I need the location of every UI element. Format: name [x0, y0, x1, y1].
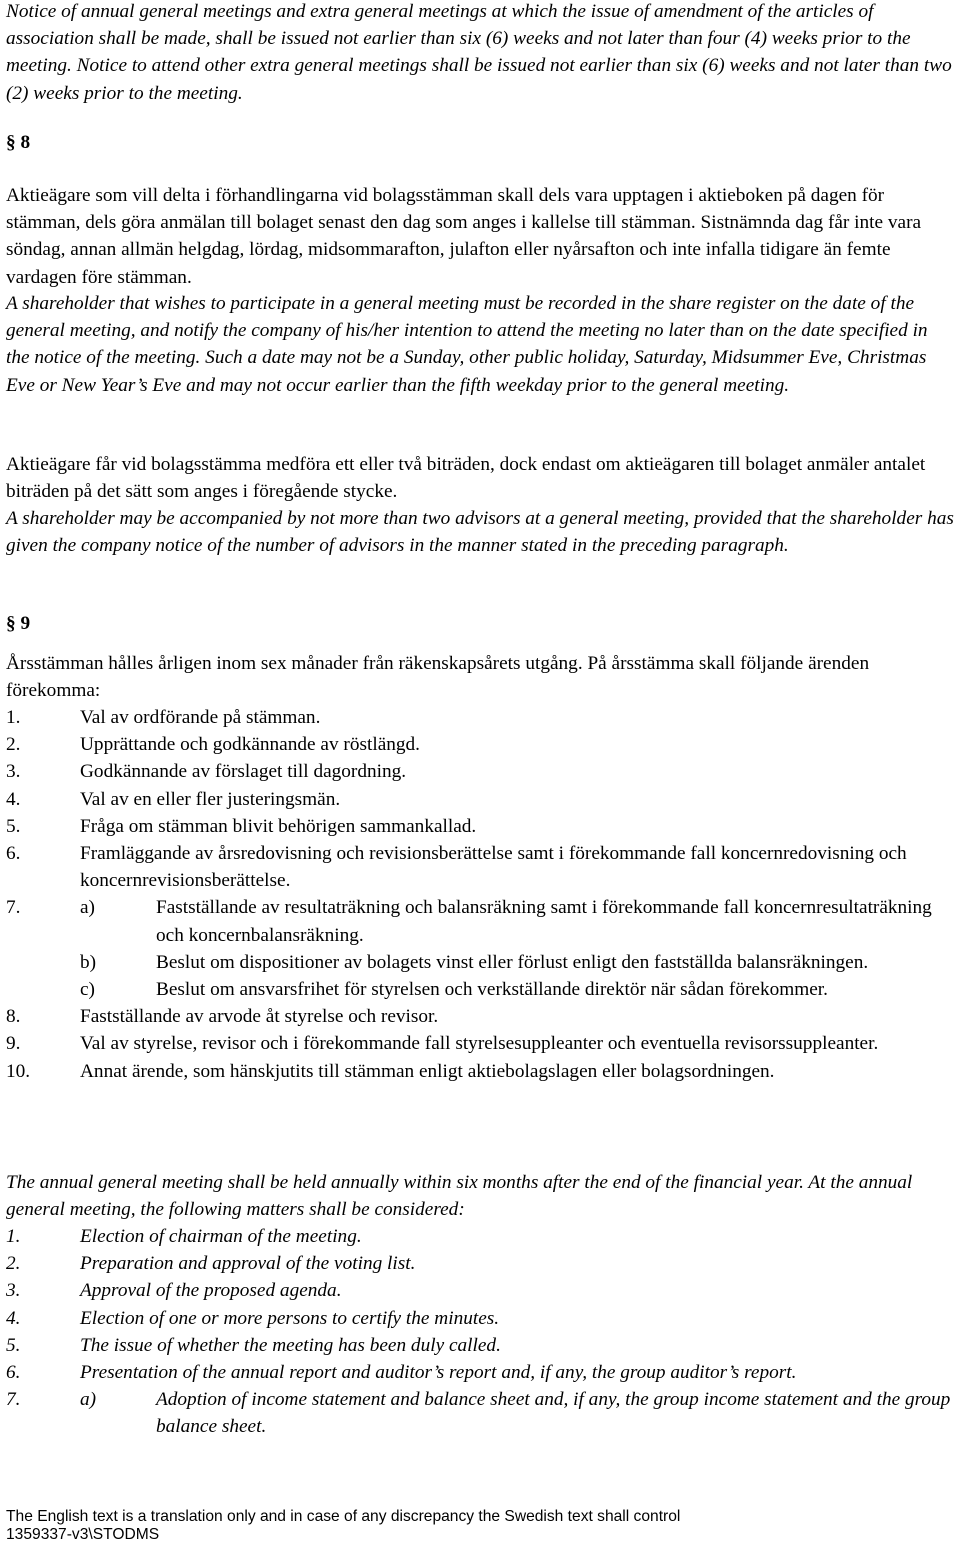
intro-notice-paragraph: Notice of annual general meetings and extra general meetings at which the issue of amendment of the articles of association shall be made, shall be issued not earlier than six (6) weeks and not later than four (4) weeks prior to the meeting. Notice to attend other extra general meetings shall be issued not earlier than six (6) weeks and not later than two (2) weeks prior to the meeting.	[6, 1, 952, 104]
agenda-en-item-3	[6, 1277, 954, 1304]
agenda-en-item-text: Approval of the proposed agenda.	[80, 1280, 342, 1302]
agenda-sv-subitem-label: b)	[80, 951, 97, 973]
agenda-sv-subitem-label: a)	[80, 897, 95, 919]
agenda-sv-item-6	[6, 840, 954, 894]
agenda-sv-item-text: Val av en eller fler justeringsmän.	[80, 788, 341, 810]
section-8-paragraph-2-english: A shareholder may be accompanied by not more than two advisors at a general meeting, provided that the shareholder has given the company notice of the number of advisors in the manner stated in the preceding paragraph.	[6, 508, 954, 557]
agenda-list-swedish	[6, 704, 954, 1085]
agenda-en-item-number: 3.	[6, 1280, 21, 1302]
agenda-en-item-1	[6, 1223, 954, 1250]
agenda-sv-item-7	[6, 894, 954, 948]
agenda-sv-subitem-text: Beslut om ansvarsfrihet för styrelsen och verkställande direktör när sådan förekommer.	[156, 979, 828, 1001]
agenda-sv-item-number: 10.	[6, 1060, 31, 1082]
page-footer	[6, 1508, 680, 1544]
section-8-paragraph-1-english: A shareholder that wishes to participate in a general meeting must be recorded in the share register on the date of the general meeting, and notify the company of his/her intention to attend the meeting no later than on the date specified in the notice of the meeting. Such a date may not be a Sunday, other public holiday, Saturday, Midsummer Eve, Christmas Eve or New Year’s Eve and may not occur earlier than the fifth weekday prior to the general meeting.	[6, 293, 928, 396]
agenda-sv-item-text: Upprättande och godkännande av röstlängd.	[80, 734, 420, 756]
agenda-sv-item-number: 6.	[6, 843, 21, 865]
agenda-en-item-text: Election of one or more persons to certify the minutes.	[80, 1307, 500, 1329]
section-8-paragraph-2-swedish: Aktieägare får vid bolagsstämma medföra ett eller två biträden, dock endast om aktieägaren till bolaget anmäler antalet biträden på det sätt som anges i föregående stycke.	[6, 454, 926, 503]
agenda-sv-subitem-label: c)	[80, 979, 95, 1001]
agenda-sv-subitem-text: Fastställande av resultaträkning och balansräkning samt i förekommande fall koncernresultaträkning och koncernbalansräkning.	[156, 897, 932, 946]
agenda-sv-item-number: 2.	[6, 734, 21, 756]
agenda-en-item-number: 6.	[6, 1362, 21, 1384]
agenda-sv-item-text: Val av styrelse, revisor och i förekommande fall styrelsesuppleanter och eventuella revisorssuppleanter.	[80, 1033, 879, 1055]
agenda-en-item-6	[6, 1359, 954, 1386]
section-9-heading: § 9	[6, 613, 31, 634]
agenda-sv-item-text: Fastställande av arvode åt styrelse och revisor.	[80, 1006, 439, 1028]
agenda-en-item-number: 5.	[6, 1334, 21, 1356]
agenda-sv-item-number: 3.	[6, 761, 21, 783]
agenda-en-item-5	[6, 1332, 954, 1359]
agenda-sv-subitem-text: Beslut om dispositioner av bolagets vinst eller förlust enligt den fastställda balansräkningen.	[156, 951, 869, 973]
agenda-sv-item-number: 7.	[6, 897, 21, 919]
agenda-en-item-number: 4.	[6, 1307, 21, 1329]
agenda-en-subitem-text: Adoption of income statement and balance sheet and, if any, the group income statement and the group balance sheet.	[156, 1389, 951, 1438]
agenda-sv-item-number: 8.	[6, 1006, 21, 1028]
agenda-en-item-text: Presentation of the annual report and auditor’s report and, if any, the group auditor’s report.	[80, 1362, 797, 1384]
agenda-sv-item-3	[6, 758, 954, 785]
agenda-sv-item-number: 5.	[6, 815, 21, 837]
agenda-sv-item-number: 4.	[6, 788, 21, 810]
agenda-sv-item-4	[6, 786, 954, 813]
agenda-sv-item-text: Annat ärende, som hänskjutits till stämman enligt aktiebolagslagen eller bolagsordningen.	[80, 1060, 775, 1082]
agenda-en-item-number: 7.	[6, 1389, 21, 1411]
agenda-en-item-4	[6, 1305, 954, 1332]
agenda-en-item-7	[6, 1386, 954, 1440]
agenda-sv-subitem-b	[6, 949, 954, 976]
agenda-en-item-text: The issue of whether the meeting has been duly called.	[80, 1334, 501, 1356]
agenda-sv-item-text: Godkännande av förslaget till dagordning.	[80, 761, 407, 783]
agenda-en-item-number: 2.	[6, 1253, 21, 1275]
agenda-sv-item-number: 9.	[6, 1033, 21, 1055]
section-9-intro-swedish: Årsstämman hålles årligen inom sex månader från räkenskapsårets utgång. På årsstämma skall följande ärenden förekomma:	[6, 653, 870, 702]
agenda-en-subitem-label: a)	[80, 1389, 97, 1411]
agenda-sv-item-text: Val av ordförande på stämman.	[80, 707, 321, 728]
agenda-list-english	[6, 1223, 954, 1441]
agenda-sv-item-9	[6, 1030, 954, 1057]
agenda-sv-subitem-c	[6, 976, 954, 1003]
document-id: 1359337-v3\STODMS	[6, 1526, 160, 1543]
agenda-sv-item-2	[6, 731, 954, 758]
agenda-en-item-text: Preparation and approval of the voting list.	[80, 1253, 416, 1275]
agenda-sv-item-text: Fråga om stämman blivit behörigen sammankallad.	[80, 815, 477, 837]
agenda-sv-item-text: Framläggande av årsredovisning och revisionsberättelse samt i förekommande fall koncernredovisning och koncernrevisionsberättelse.	[80, 843, 907, 892]
agenda-sv-item-5	[6, 813, 954, 840]
agenda-en-item-text: Election of chairman of the meeting.	[80, 1226, 362, 1247]
agenda-en-item-number: 1.	[6, 1226, 21, 1247]
agenda-sv-item-number: 1.	[6, 707, 21, 728]
agenda-sv-item-8	[6, 1003, 954, 1030]
agenda-sv-item-10	[6, 1058, 954, 1085]
translation-disclaimer: The English text is a translation only and in case of any discrepancy the Swedish text shall control	[6, 1508, 681, 1525]
agenda-en-item-2	[6, 1250, 954, 1277]
agenda-sv-item-1	[6, 704, 954, 731]
section-8-paragraph-1-swedish: Aktieägare som vill delta i förhandlingarna vid bolagsstämman skall dels vara upptagen i aktieboken på dagen för stämman, dels göra anmälan till bolaget senast den dag som anges i kallelse till stämman. Sistnämnda dag får inte vara söndag, annan allmän helgdag, lördag, midsommarafton, julafton eller nyårsafton och inte infalla tidigare än femte vardagen före stämman.	[6, 185, 922, 288]
section-8-heading: § 8	[6, 132, 31, 153]
section-9-intro-english: The annual general meeting shall be held annually within six months after the end of the financial year. At the annual general meeting, the following matters shall be considered:	[6, 1172, 913, 1221]
